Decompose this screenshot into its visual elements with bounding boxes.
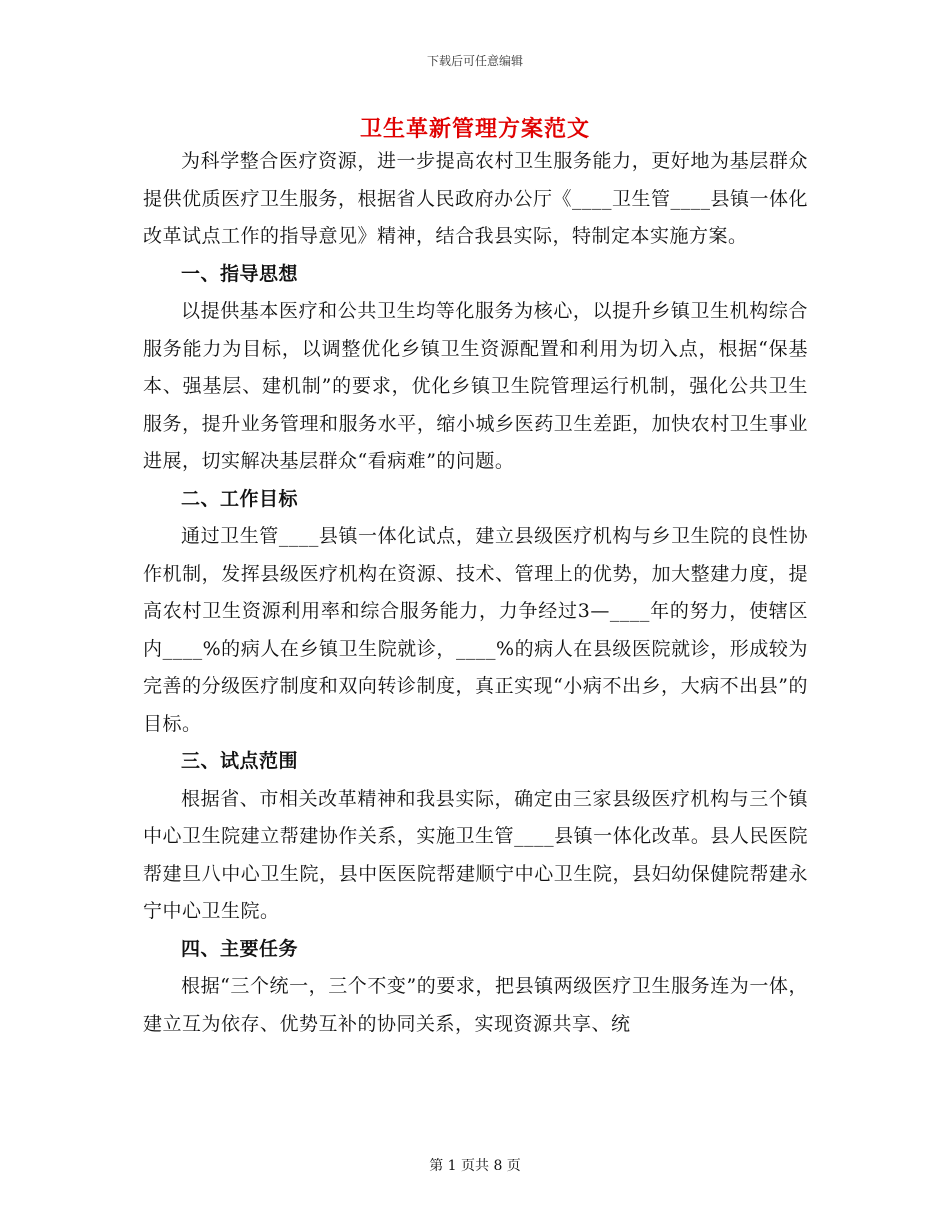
section-heading-work-goals: 二、工作目标 [181,487,299,510]
section-heading-pilot-scope: 三、试点范围 [181,750,299,772]
paragraph-intro: 为科学整合医疗资源，进一步提高农村卫生服务能力，更好地为基层群众提供优质医疗卫生服务，根据省人民政府办公厅《____卫生管____县镇一体化改革试点工作的指导意见》精神，结合我县实际，特制定本实施方案。 [143,150,809,247]
paragraph-work-goals: 通过卫生管____县镇一体化试点，建立县级医疗机构与乡卫生院的良性协作机制，发挥县级医疗机构在资源、技术、管理上的优势，加大整建力度，提高农村卫生资源利用率和综合服务能力，力争经过3—____年的努力，使辖区内____%的病人在乡镇卫生院就诊，____%的病人在县级医院就诊，形成较为完善的分级医疗制度和双向转诊制度，真正实现“小病不出乡，大病不出县”的目标。 [143,525,808,735]
section-heading-main-tasks: 四、主要任务 [181,937,299,960]
section-heading-guiding-ideology: 一、指导思想 [181,262,299,285]
page-footer: 第 1 页共 8 页 [429,1158,521,1174]
document-body [143,143,808,1043]
paragraph-pilot-scope: 根据省、市相关改革精神和我县实际，确定由三家县级医疗机构与三个镇中心卫生院建立帮建协作关系，实施卫生管____县镇一体化改革。县人民医院帮建旦八中心卫生院，县中医医院帮建顺宁中心卫生院，县妇幼保健院帮建永宁中心卫生院。 [143,787,808,922]
header-note: 下载后可任意编辑 [426,54,523,68]
paragraph-main-tasks: 根据“三个统一，三个不变”的要求，把县镇两级医疗卫生服务连为一体，建立互为依存、优势互补的协同关系，实现资源共享、统 [143,975,808,1035]
document-title: 卫生革新管理方案范文 [359,116,590,142]
paragraph-guiding-ideology: 以提供基本医疗和公共卫生均等化服务为核心，以提升乡镇卫生机构综合服务能力为目标，以调整优化乡镇卫生资源配置和利用为切入点，根据“保基本、强基层、建机制”的要求，优化乡镇卫生院管理运行机制，强化公共卫生服务，提升业务管理和服务水平，缩小城乡医药卫生差距，加快农村卫生事业进展，切实解决基层群众“看病难”的问题。 [143,300,808,472]
